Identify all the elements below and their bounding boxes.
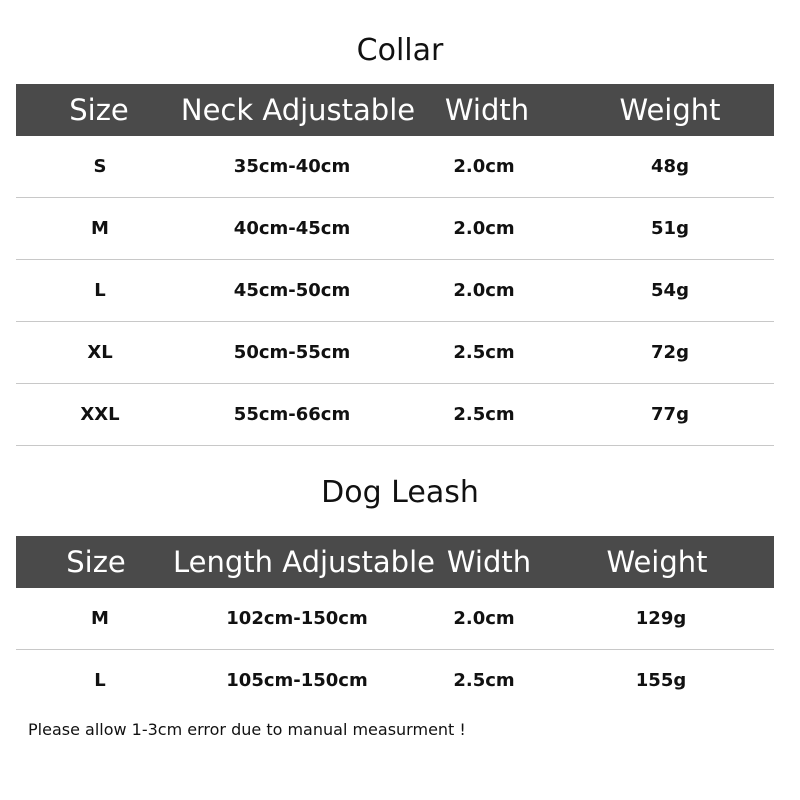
leash-title: Dog Leash: [321, 475, 479, 510]
header-neck-adjustable: Neck Adjustable: [180, 93, 416, 127]
cell-length: 105cm-150cm: [226, 670, 368, 691]
table-row: [16, 198, 774, 260]
header-length-adjustable: Length Adjustable: [173, 545, 435, 579]
cell-weight: 129g: [635, 608, 687, 629]
header-size: Size: [69, 93, 129, 127]
cell-width: 2.5cm: [453, 342, 515, 363]
cell-size: L: [94, 280, 106, 301]
cell-weight: 51g: [651, 218, 689, 239]
header-weight: Weight: [606, 545, 708, 579]
cell-width: 2.5cm: [453, 670, 515, 691]
cell-size: M: [91, 218, 109, 239]
collar-table-header: [16, 84, 774, 136]
table-row: [16, 322, 774, 384]
cell-neck: 45cm-50cm: [233, 280, 351, 301]
cell-width: 2.0cm: [453, 608, 515, 629]
cell-width: 2.0cm: [453, 156, 515, 177]
cell-weight: 48g: [651, 156, 689, 177]
header-width: Width: [446, 545, 532, 579]
cell-size: L: [94, 670, 106, 691]
cell-size: XL: [87, 342, 113, 363]
table-row: [16, 136, 774, 198]
cell-neck: 50cm-55cm: [233, 342, 351, 363]
measurement-note: Please allow 1-3cm error due to manual measurment !: [28, 720, 466, 739]
cell-length: 102cm-150cm: [226, 608, 368, 629]
cell-weight: 54g: [651, 280, 689, 301]
leash-size-table: [16, 536, 774, 711]
collar-title: Collar: [356, 33, 444, 68]
cell-size: S: [93, 156, 107, 177]
cell-width: 2.5cm: [453, 404, 515, 425]
table-row: [16, 384, 774, 446]
collar-size-table: [16, 84, 774, 446]
table-row: [16, 260, 774, 322]
leash-table-header: [16, 536, 774, 588]
table-row: [16, 588, 774, 650]
table-row: [16, 650, 774, 711]
cell-width: 2.0cm: [453, 280, 515, 301]
cell-neck: 40cm-45cm: [233, 218, 351, 239]
cell-size: XXL: [80, 404, 120, 425]
cell-neck: 35cm-40cm: [233, 156, 351, 177]
cell-size: M: [91, 608, 109, 629]
cell-width: 2.0cm: [453, 218, 515, 239]
cell-weight: 155g: [635, 670, 687, 691]
cell-weight: 72g: [651, 342, 689, 363]
header-size: Size: [66, 545, 126, 579]
header-weight: Weight: [619, 93, 721, 127]
cell-neck: 55cm-66cm: [233, 404, 351, 425]
cell-weight: 77g: [651, 404, 689, 425]
header-width: Width: [444, 93, 530, 127]
